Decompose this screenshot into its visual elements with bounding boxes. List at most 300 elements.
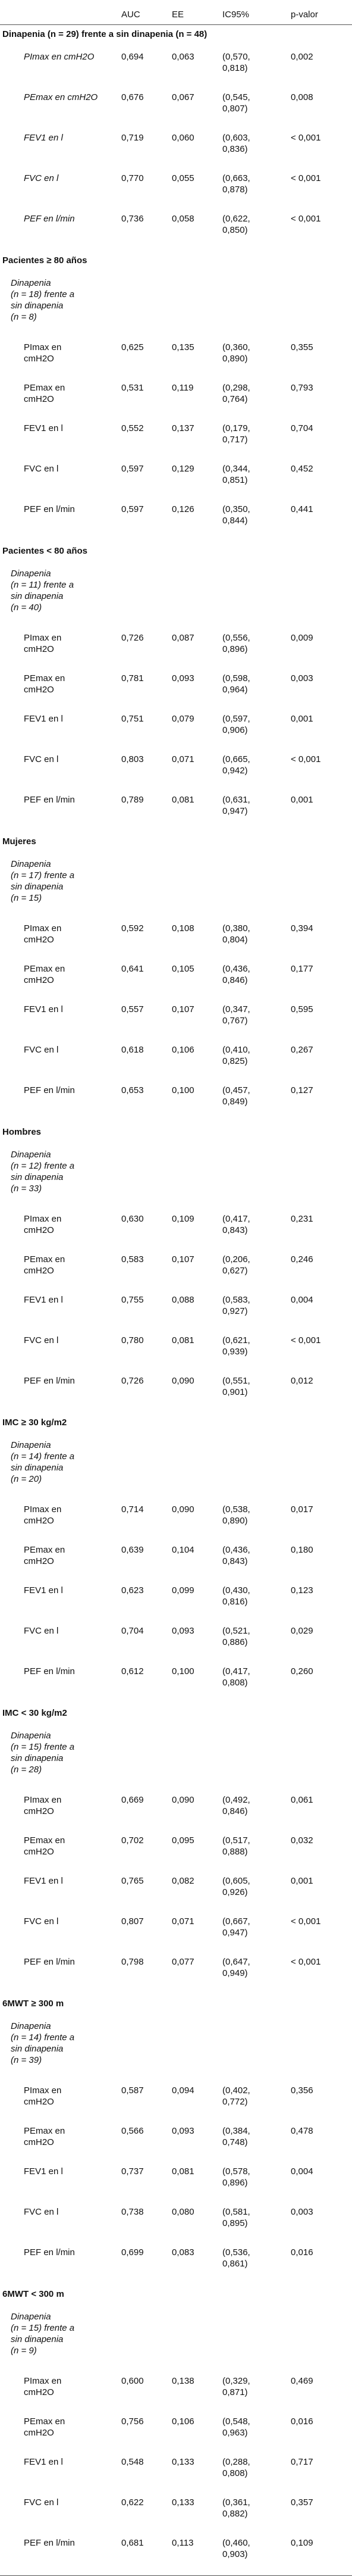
row-label: FEV1 en l	[24, 714, 63, 724]
ic95-cell: (0,663, 0,878)	[222, 173, 250, 195]
p-value-cell: 0,017	[291, 1504, 313, 1515]
p-value-cell: 0,441	[291, 504, 313, 514]
ic95-cell: (0,380, 0,804)	[222, 923, 250, 945]
row-label: FVC en l	[24, 1916, 59, 1926]
p-value-cell: < 0,001	[291, 754, 321, 764]
row-label: FVC en l	[24, 1335, 59, 1345]
table-row	[0, 339, 352, 380]
empty-cell	[119, 1147, 169, 1211]
table-row	[0, 1082, 352, 1123]
table-row	[0, 2204, 352, 2244]
auc-cell: 0,755	[121, 1295, 144, 1305]
header-ic95: IC95%	[220, 6, 288, 25]
auc-cell: 0,597	[121, 504, 144, 514]
ic95-cell: (0,360, 0,890)	[222, 342, 250, 364]
row-label: FEV1 en l	[24, 423, 63, 433]
empty-cell	[220, 2309, 288, 2373]
row-label: PEF en l/min	[0, 2535, 119, 2576]
section-heading-row	[0, 832, 352, 856]
row-label: PEmax en cmH2O	[24, 92, 98, 102]
auc-cell: 0,803	[121, 754, 144, 764]
ic95-cell: (0,570, 0,818)	[222, 52, 250, 73]
ic95-cell: (0,436, 0,846)	[222, 964, 250, 985]
table-row	[0, 1623, 352, 1663]
ee-cell: 0,095	[172, 1835, 194, 1846]
auc-cell: 0,625	[121, 342, 144, 352]
ic95-cell: (0,605, 0,926)	[222, 1876, 250, 1897]
p-value-cell: 0,231	[291, 1214, 313, 1224]
table-row	[0, 49, 352, 89]
ic95-cell: (0,329, 0,871)	[222, 2376, 250, 2397]
row-label: FVC en l	[24, 2207, 59, 2217]
ee-cell: 0,077	[172, 1957, 194, 1967]
row-label: FVC en l	[24, 2497, 59, 2508]
row-label: FEV1 en l	[24, 2166, 63, 2177]
table-row	[0, 1373, 352, 1413]
ee-cell: 0,137	[172, 423, 194, 433]
ee-cell: 0,100	[172, 1666, 194, 1676]
table-row	[0, 630, 352, 670]
p-value-cell: 0,001	[291, 714, 313, 724]
empty-cell	[288, 566, 352, 630]
auc-cell: 0,738	[121, 2207, 144, 2217]
table-row	[0, 1792, 352, 1832]
empty-cell	[119, 566, 169, 630]
empty-cell	[119, 2309, 169, 2373]
empty-cell	[119, 2018, 169, 2082]
ic95-cell: (0,548, 0,963)	[222, 2416, 250, 2438]
p-value-cell: 0,004	[291, 2166, 313, 2177]
ee-cell: 0,100	[172, 1085, 194, 1095]
row-label: PEF en l/min	[24, 2247, 75, 2257]
auc-cell: 0,639	[121, 1545, 144, 1555]
empty-cell	[169, 856, 220, 920]
ic95-cell: (0,621, 0,939)	[222, 1335, 250, 1357]
ee-cell: 0,082	[172, 1876, 194, 1886]
section-heading: Hombres	[2, 1127, 42, 1137]
empty-cell	[169, 2309, 220, 2373]
table-row	[0, 2373, 352, 2413]
ic95-cell: (0,417, 0,843)	[222, 1214, 250, 1235]
header-p-valor: p-valor	[288, 6, 352, 25]
ee-cell: 0,080	[172, 2207, 194, 2217]
empty-cell	[220, 1437, 288, 1501]
empty-cell	[119, 1728, 169, 1792]
ee-cell: 0,133	[172, 2457, 194, 2467]
p-value-cell: 0,016	[291, 2416, 313, 2427]
ic95-cell: (0,556, 0,896)	[222, 633, 250, 654]
row-label: PEmax en cmH2O	[24, 383, 65, 404]
auc-cell: 0,623	[121, 1585, 144, 1595]
section-heading-row	[0, 1123, 352, 1147]
ic95-cell: (0,538, 0,890)	[222, 1504, 250, 1526]
table-row	[0, 1913, 352, 1954]
section-subheading: Dinapenia (n = 17) frente a sin dinapenia (n = 15)	[11, 859, 75, 903]
row-label: PEF en l/min	[24, 504, 75, 514]
table-row	[0, 420, 352, 461]
table-row	[0, 751, 352, 792]
auc-cell: 0,557	[121, 1004, 144, 1014]
auc-cell: 0,765	[121, 1876, 144, 1886]
auc-cell: 0,756	[121, 2416, 144, 2427]
auc-cell: 0,781	[121, 673, 144, 683]
p-value-cell: < 0,001	[291, 1957, 321, 1967]
section-subheading: Dinapenia (n = 11) frente a sin dinapenia (n = 40)	[11, 569, 74, 613]
ic95-cell: (0,598, 0,964)	[222, 673, 250, 695]
ic95-cell: (0,665, 0,942)	[222, 754, 250, 776]
auc-cell: 0,653	[121, 1085, 144, 1095]
empty-cell	[169, 1147, 220, 1211]
auc-cell: 0,726	[121, 1376, 144, 1386]
ee-cell: 0,083	[172, 2247, 194, 2257]
p-value-cell: 0,469	[291, 2376, 313, 2386]
auc-cell: 0,622	[121, 2497, 144, 2508]
row-label: PEF en l/min	[24, 214, 75, 224]
p-value-cell: 0,029	[291, 1626, 313, 1636]
ee-cell: 0,090	[172, 1795, 194, 1805]
ic95-cell: (0,298, 0,764)	[222, 383, 250, 404]
ic95-cell: (0,583, 0,927)	[222, 1295, 250, 1316]
ee-cell: 0,088	[172, 1295, 194, 1305]
table-row	[0, 1001, 352, 1042]
ee-cell: 0,108	[172, 923, 194, 933]
auc-cell: 0,618	[121, 1045, 144, 1055]
row-label: FEV1 en l	[24, 1004, 63, 1014]
p-value-cell: 0,032	[291, 1835, 313, 1846]
empty-cell	[288, 1437, 352, 1501]
ic95-cell: (0,206, 0,627)	[222, 1254, 250, 1276]
table-row	[0, 1954, 352, 1994]
p-value-cell: 0,016	[291, 2247, 313, 2257]
section-subheading-row	[0, 2309, 352, 2373]
ee-cell: 0,071	[172, 1916, 194, 1926]
auc-cell: 0,641	[121, 964, 144, 974]
row-label: PEF en l/min	[24, 1666, 75, 1676]
ic95-cell: (0,492, 0,846)	[222, 1795, 250, 1816]
table-row	[0, 2454, 352, 2494]
row-label: PImax en cmH2O	[24, 1214, 62, 1235]
row-label: PImax en cmH2O	[24, 52, 95, 62]
section-subheading-row	[0, 1147, 352, 1211]
section-heading-row	[0, 251, 352, 275]
ic95-cell: (0,344, 0,851)	[222, 464, 250, 485]
ee-cell: 0,063	[172, 52, 194, 62]
ee-cell: 0,107	[172, 1254, 194, 1264]
ic95-cell: (0,647, 0,949)	[222, 1957, 250, 1978]
table-row	[0, 1211, 352, 1251]
ee-cell: 0,071	[172, 754, 194, 764]
p-value-cell: < 0,001	[291, 133, 321, 143]
table-row	[0, 461, 352, 501]
ee-cell: 0,129	[172, 464, 194, 474]
p-value-cell: 0,008	[291, 92, 313, 102]
table-body	[0, 25, 352, 2576]
auc-cell: 0,704	[121, 1626, 144, 1636]
ee-cell: 0,055	[172, 173, 194, 183]
p-value-cell: 0,704	[291, 423, 313, 433]
empty-cell	[169, 1728, 220, 1792]
empty-cell	[220, 1147, 288, 1211]
section-heading: 6MWT < 300 m	[2, 2289, 64, 2299]
p-value-cell: 0,246	[291, 1254, 313, 1264]
p-value-cell: 0,003	[291, 673, 313, 683]
ee-cell: 0,058	[172, 214, 194, 224]
table-header-row	[0, 6, 352, 25]
p-value-cell: 0,002	[291, 52, 313, 62]
ic95-cell: (0,631, 0,947)	[222, 795, 250, 816]
table-row	[0, 89, 352, 130]
auc-cell: 0,676	[121, 92, 144, 102]
empty-cell	[169, 2018, 220, 2082]
table-row	[0, 2413, 352, 2454]
ee-cell: 0,104	[172, 1545, 194, 1555]
p-value-cell: 0,003	[291, 2207, 313, 2217]
ee-cell: 0,093	[172, 1626, 194, 1636]
empty-cell	[169, 566, 220, 630]
section-subheading-row	[0, 275, 352, 339]
section-subheading: Dinapenia (n = 12) frente a sin dinapenia (n = 33)	[11, 1150, 75, 1194]
ee-cell: 0,093	[172, 2126, 194, 2136]
section-subheading-row	[0, 1437, 352, 1501]
auc-cell: 0,751	[121, 714, 144, 724]
header-ee: EE	[169, 6, 220, 25]
auc-cell: 0,681	[119, 2535, 169, 2576]
row-label: PImax en cmH2O	[24, 1504, 62, 1526]
row-label: PEmax en cmH2O	[24, 2126, 65, 2147]
ee-cell: 0,081	[172, 795, 194, 805]
p-value-cell: 0,260	[291, 1666, 313, 1676]
ic95-cell: (0,460, 0,903)	[220, 2535, 288, 2576]
p-value-cell: 0,180	[291, 1545, 313, 1555]
section-subheading-row	[0, 566, 352, 630]
empty-cell	[288, 856, 352, 920]
row-label: FVC en l	[24, 464, 59, 474]
p-value-cell: 0,109	[288, 2535, 352, 2576]
ee-cell: 0,087	[172, 633, 194, 643]
p-value-cell: < 0,001	[291, 1916, 321, 1926]
ic95-cell: (0,551, 0,901)	[222, 1376, 250, 1397]
row-label: FEV1 en l	[24, 2457, 63, 2467]
p-value-cell: 0,267	[291, 1045, 313, 1055]
ic95-cell: (0,597, 0,906)	[222, 714, 250, 735]
row-label: FVC en l	[24, 173, 59, 183]
auc-cell: 0,699	[121, 2247, 144, 2257]
empty-cell	[119, 856, 169, 920]
section-heading: IMC ≥ 30 kg/m2	[2, 1417, 67, 1428]
auc-cell: 0,630	[121, 1214, 144, 1224]
row-label: PImax en cmH2O	[24, 923, 62, 945]
row-label: PImax en cmH2O	[24, 2085, 62, 2107]
row-label: PEmax en cmH2O	[24, 673, 65, 695]
auc-cell: 0,726	[121, 633, 144, 643]
table-row	[0, 1832, 352, 1873]
empty-cell	[288, 275, 352, 339]
ic95-cell: (0,410, 0,825)	[222, 1045, 250, 1066]
ee-cell: 0,090	[172, 1376, 194, 1386]
empty-cell	[169, 275, 220, 339]
table-row	[0, 1873, 352, 1913]
table-row	[0, 380, 352, 420]
ic95-cell: (0,436, 0,843)	[222, 1545, 250, 1566]
row-label: PImax en cmH2O	[24, 1795, 62, 1816]
auc-cell: 0,600	[121, 2376, 144, 2386]
section-subheading: Dinapenia (n = 14) frente a sin dinapenia (n = 39)	[11, 2021, 75, 2065]
auc-results-table	[0, 6, 352, 2576]
row-label: PEmax en cmH2O	[24, 964, 65, 985]
ee-cell: 0,133	[172, 2497, 194, 2508]
auc-cell: 0,592	[121, 923, 144, 933]
row-label: PEF en l/min	[24, 1957, 75, 1967]
p-value-cell: 0,717	[291, 2457, 313, 2467]
empty-cell	[288, 2018, 352, 2082]
ee-cell: 0,079	[172, 714, 194, 724]
p-value-cell: 0,004	[291, 1295, 313, 1305]
table-row	[0, 1251, 352, 1292]
header-auc: AUC	[119, 6, 169, 25]
table-row	[0, 501, 352, 542]
ee-cell: 0,113	[169, 2535, 220, 2576]
section-heading-row	[0, 1413, 352, 1437]
ee-cell: 0,138	[172, 2376, 194, 2386]
table-row	[0, 1542, 352, 1582]
row-label: FEV1 en l	[24, 133, 63, 143]
p-value-cell: 0,357	[291, 2497, 313, 2508]
ic95-cell: (0,603, 0,836)	[222, 133, 250, 154]
p-value-cell: 0,478	[291, 2126, 313, 2136]
table-row	[0, 2494, 352, 2535]
ic95-cell: (0,581, 0,895)	[222, 2207, 250, 2228]
p-value-cell: 0,009	[291, 633, 313, 643]
p-value-cell: 0,394	[291, 923, 313, 933]
ic95-cell: (0,578, 0,896)	[222, 2166, 250, 2188]
auc-cell: 0,612	[121, 1666, 144, 1676]
ee-cell: 0,060	[172, 133, 194, 143]
row-label: PEmax en cmH2O	[24, 1835, 65, 1857]
row-label: FVC en l	[24, 1626, 59, 1636]
empty-cell	[220, 275, 288, 339]
row-label: FEV1 en l	[24, 1295, 63, 1305]
row-label: PEF en l/min	[24, 1376, 75, 1386]
table-row	[0, 2535, 352, 2576]
section-heading-row	[0, 2285, 352, 2309]
p-value-cell: 0,127	[291, 1085, 313, 1095]
table-row	[0, 1292, 352, 1332]
table-row	[0, 170, 352, 211]
ic95-cell: (0,667, 0,947)	[222, 1916, 250, 1938]
ic95-cell: (0,384, 0,748)	[222, 2126, 250, 2147]
table-row	[0, 670, 352, 711]
row-label: PImax en cmH2O	[24, 633, 62, 654]
ic95-cell: (0,347, 0,767)	[222, 1004, 250, 1026]
auc-cell: 0,587	[121, 2085, 144, 2096]
row-label: FEV1 en l	[24, 1876, 63, 1886]
table-row	[0, 130, 352, 170]
table-row	[0, 2082, 352, 2123]
empty-cell	[220, 1728, 288, 1792]
row-label: PEmax en cmH2O	[24, 1254, 65, 1276]
auc-cell: 0,736	[121, 214, 144, 224]
section-heading: 6MWT ≥ 300 m	[2, 1999, 64, 2009]
table-row	[0, 920, 352, 961]
row-label: PImax en cmH2O	[24, 2376, 62, 2397]
ic95-cell: (0,179, 0,717)	[222, 423, 250, 445]
p-value-cell: 0,452	[291, 464, 313, 474]
section-heading-row	[0, 542, 352, 566]
p-value-cell: 0,001	[291, 795, 313, 805]
ee-cell: 0,135	[172, 342, 194, 352]
ee-cell: 0,094	[172, 2085, 194, 2096]
section-subheading-row	[0, 856, 352, 920]
row-label: PEF en l/min	[24, 1085, 75, 1095]
ee-cell: 0,067	[172, 92, 194, 102]
table-row	[0, 1332, 352, 1373]
ee-cell: 0,081	[172, 1335, 194, 1345]
ic95-cell: (0,350, 0,844)	[222, 504, 250, 526]
section-subheading: Dinapenia (n = 15) frente a sin dinapenia (n = 28)	[11, 1731, 75, 1775]
row-label: PImax en cmH2O	[24, 342, 62, 364]
empty-cell	[288, 2309, 352, 2373]
ic95-cell: (0,361, 0,882)	[222, 2497, 250, 2519]
section-heading: Dinapenia (n = 29) frente a sin dinapenia (n = 48)	[2, 29, 208, 39]
table-row	[0, 1501, 352, 1542]
table-row	[0, 2163, 352, 2204]
row-label: FVC en l	[24, 754, 59, 764]
ic95-cell: (0,457, 0,849)	[222, 1085, 250, 1107]
ee-cell: 0,099	[172, 1585, 194, 1595]
auc-cell: 0,669	[121, 1795, 144, 1805]
p-value-cell: < 0,001	[291, 214, 321, 224]
ic95-cell: (0,417, 0,808)	[222, 1666, 250, 1688]
table-row	[0, 792, 352, 832]
section-subheading-row	[0, 2018, 352, 2082]
ic95-cell: (0,545, 0,807)	[222, 92, 250, 114]
empty-cell	[169, 1437, 220, 1501]
table-row	[0, 2123, 352, 2163]
ic95-cell: (0,536, 0,861)	[222, 2247, 250, 2269]
auc-cell: 0,719	[121, 133, 144, 143]
header-blank	[0, 6, 119, 25]
ic95-cell: (0,402, 0,772)	[222, 2085, 250, 2107]
p-value-cell: 0,793	[291, 383, 313, 393]
section-subheading: Dinapenia (n = 15) frente a sin dinapenia (n = 9)	[11, 2312, 75, 2356]
row-label: FEV1 en l	[24, 1585, 63, 1595]
ee-cell: 0,109	[172, 1214, 194, 1224]
auc-cell: 0,548	[121, 2457, 144, 2467]
table-row	[0, 1582, 352, 1623]
row-label: PEmax en cmH2O	[24, 1545, 65, 1566]
auc-cell: 0,798	[121, 1957, 144, 1967]
p-value-cell: 0,061	[291, 1795, 313, 1805]
section-heading: IMC < 30 kg/m2	[2, 1708, 67, 1718]
p-value-cell: 0,355	[291, 342, 313, 352]
ee-cell: 0,090	[172, 1504, 194, 1515]
empty-cell	[220, 2018, 288, 2082]
auc-cell: 0,770	[121, 173, 144, 183]
row-label: PEF en l/min	[24, 795, 75, 805]
ee-cell: 0,106	[172, 2416, 194, 2427]
empty-cell	[119, 275, 169, 339]
auc-cell: 0,694	[121, 52, 144, 62]
table-row	[0, 1042, 352, 1082]
p-value-cell: 0,123	[291, 1585, 313, 1595]
table-row	[0, 1663, 352, 1704]
p-value-cell: 0,001	[291, 1876, 313, 1886]
ic95-cell: (0,622, 0,850)	[222, 214, 250, 235]
ee-cell: 0,126	[172, 504, 194, 514]
auc-cell: 0,702	[121, 1835, 144, 1846]
section-heading-row	[0, 25, 352, 49]
section-subheading: Dinapenia (n = 14) frente a sin dinapenia (n = 20)	[11, 1440, 75, 1484]
